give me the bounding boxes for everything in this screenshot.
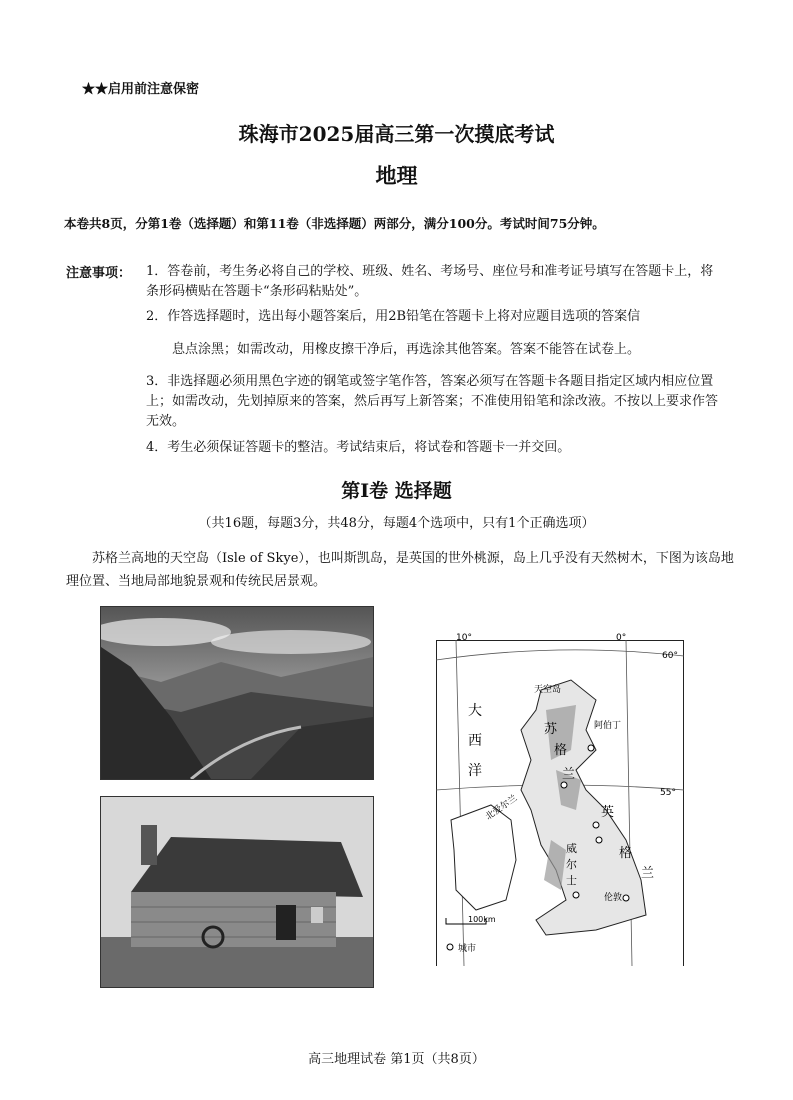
notes-label: 注意事项： (66, 266, 132, 281)
lon-0-label: 0° (616, 633, 627, 643)
scotland-char-1: 苏 (544, 722, 558, 737)
scotland-char-2: 格 (554, 743, 568, 758)
wales-char-3: 士 (566, 874, 577, 887)
note-item-2: 2．作答选择题时，选出每小题答案后，用2B铅笔在答题卡上将对应题目选项的答案信 (146, 309, 641, 324)
subject-title: 地理 (375, 163, 418, 188)
ocean-char-2: 西 (468, 733, 482, 749)
note-item-2-continued: 息点涂黑；如需改动，用橡皮擦干净后，再选涂其他答案。答案不能答在试卷上。 (172, 342, 641, 357)
lat-55-label: 55° (660, 788, 676, 798)
wales-char-1: 威 (566, 842, 577, 855)
page-footer: 高三地理试卷 第1页（共8页） (308, 1052, 485, 1067)
aberdeen-label: 阿伯丁 (594, 721, 622, 731)
legend-city-label: 城市 (458, 944, 477, 954)
skye-label: 天空岛 (534, 685, 562, 695)
landscape-photo-image (101, 607, 373, 779)
lon-10-label: 10° (456, 633, 472, 643)
question-passage: 苏格兰高地的天空岛（Isle of Skye），也叫斯凯岛，是英国的世外桃源，岛上几乎没有天然树木，下图为该岛地理位置、当地局部地貌景观和传统民居景观。 (66, 551, 734, 589)
cottage-photo-image (101, 797, 373, 987)
northern-ireland-label: 北爱尔兰 (483, 793, 520, 823)
england-char-1: 英 (601, 805, 615, 820)
uk-map-image (436, 630, 684, 966)
scale-label: 100km (468, 915, 496, 924)
england-char-3: 兰 (641, 866, 655, 881)
note-item-3: 3．非选择题必须用黑色字迹的钢笔或签字笔作答，答案必须写在答题卡各题目指定区域内相应位置上；如需改动，先划掉原来的答案，然后再写上新答案；不准使用铅笔和涂改液。不按以上要求作答无效。 (146, 374, 719, 429)
section-subtitle: （共16题，每题3分，共48分，每题4个选项中，只有1个正确选项） (198, 516, 595, 531)
uk-map (436, 630, 684, 966)
landscape-photo (100, 606, 374, 780)
ocean-char-1: 大 (468, 703, 482, 719)
cottage-photo (100, 796, 374, 988)
confidential-notice: ★★启用前注意保密 (82, 82, 200, 97)
exam-info: 本卷共8页，分第1卷（选择题）和第11卷（非选择题）两部分，满分100分。考试时间75分钟。 (64, 216, 605, 231)
section-title: 第I卷 选择题 (341, 480, 452, 502)
exam-title: 珠海市2025届高三第一次摸底考试 (238, 122, 555, 146)
note-item-4: 4．考生必须保证答题卡的整洁。考试结束后，将试卷和答题卡一并交回。 (146, 440, 571, 455)
lat-60-label: 60° (662, 651, 678, 661)
note-item-1: 1．答卷前，考生务必将自己的学校、班级、姓名、考场号、座位号和准考证号填写在答题卡上，将条形码横贴在答题卡“条形码粘贴处”。 (146, 264, 714, 299)
london-label: 伦敦 (604, 893, 623, 903)
scotland-char-3: 兰 (562, 767, 576, 782)
ocean-char-3: 洋 (468, 763, 482, 779)
england-char-2: 格 (619, 846, 633, 861)
wales-char-2: 尔 (566, 858, 577, 871)
